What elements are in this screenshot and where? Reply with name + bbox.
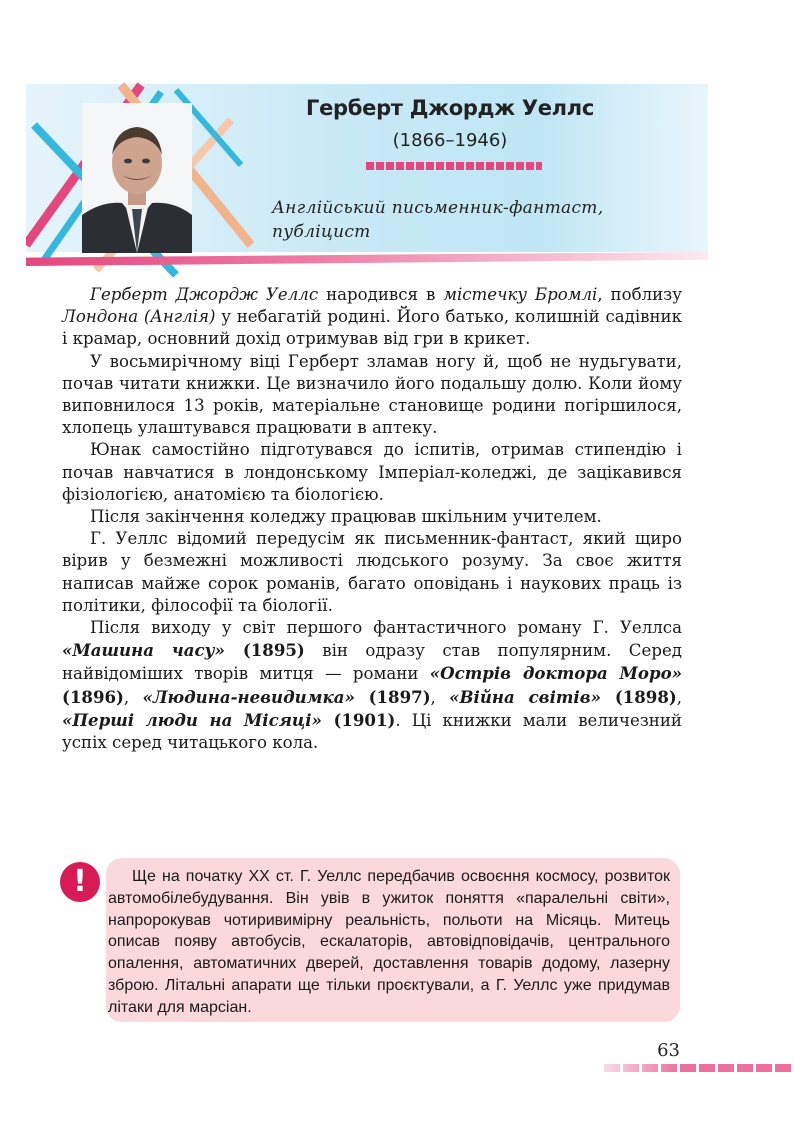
author-years: (1866–1946) (392, 130, 508, 151)
paragraph-2: У восьмирічному віці Герберт зламав ногу й, щоб не нудьгувати, почав читати книжки. Це визначило його подальшу долю. Коли йому виповнилося 13 років, матеріальне становище родини погіршилося, хлопець улаштувався працювати в аптеку. (62, 351, 682, 438)
paragraph-1: Герберт Джордж Уеллс народився в містечку Бромлі, поблизу Лондона (Англія) у небагатій родині. Його батько, колишній садівник і крамар, основний дохід отримував від гри в крикет. (62, 285, 682, 349)
page-title: Герберт Джордж Уеллс (306, 96, 594, 120)
note-paragraph: Ще на початку XX ст. Г. Уеллс передбачив освоєння космосу, розвиток автомобілебудування. Він увів в ужиток поняття «паралельні світи», напророкував чотиривимірну реальність, польоти на Місяць. Митець описав появу автобусів, ескалаторів, автовідповідачів, центрального опалення, автоматичних дверей, доставлення товарів додому, лазерну зброю. Літальні апарати ще тільки проєктували, а Г. Уеллс уже придумав літаки для марсіан. (108, 868, 670, 1016)
paragraph-3: Юнак самостійно підготувався до іспитів, отримав стипендію і почав навчатися в лондонському Імперіал-коледжі, де зацікавився фізіологією, анатомією та біологією. (62, 440, 682, 504)
author-description: Англійський письменник-фантаст, публіцист (272, 198, 604, 242)
portrait-photo (82, 103, 192, 253)
page-number: 63 (657, 1040, 680, 1061)
paragraph-6: Після виходу у світ першого фантастичного роману Г. Уеллса «Машина часу» (1895) він одразу став популярним. Серед найвідоміших творів митця — романи «Острів доктора Моро» (1896), «Людина-невидимка» (1897), «Війна світів» (1898), «Перші люди на Місяці» (1901). Ці книжки мали величезний успіх серед читацького кола. (62, 618, 683, 753)
decorative-dash-line (366, 162, 542, 170)
exclamation-icon: ! (60, 862, 100, 902)
note-text (108, 866, 670, 1019)
paragraph-5: Г. Уеллс відомий передусім як письменник-фантаст, який щиро вірив у безмежні можливості людського розуму. За своє життя написав майже сорок романів, багато оповідань і наукових праць із політики, філософії та біології. (62, 529, 682, 615)
footer-decorative-dashes (604, 1064, 794, 1072)
biography-text (62, 284, 682, 754)
portrait-illustration (82, 103, 192, 253)
paragraph-4: Після закінчення коледжу працював шкільним учителем. (90, 507, 602, 527)
